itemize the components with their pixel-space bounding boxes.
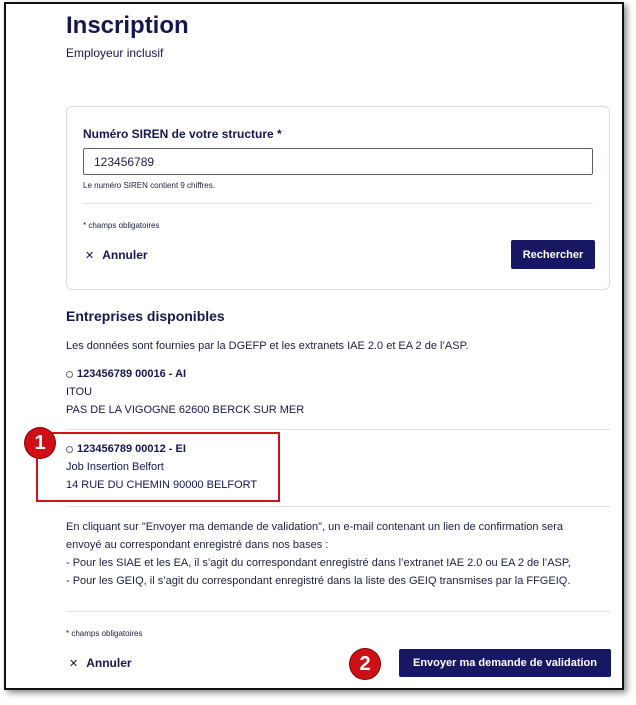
- companies-description: Les données sont fournies par la DGEFP et les extranets IAE 2.0 et EA 2 de l’ASP.: [66, 340, 469, 352]
- siren-hint: Le numéro SIREN contient 9 chiffres.: [83, 181, 215, 190]
- step-1-badge: 1: [25, 428, 55, 458]
- required-note: * champs obligatoires: [83, 221, 160, 230]
- siren-input[interactable]: [83, 148, 593, 175]
- close-icon: ✕: [85, 249, 95, 262]
- page-title: Inscription: [66, 12, 189, 39]
- list-divider: [66, 611, 611, 612]
- info-line: - Pour les SIAE et les EA, il s’agit du correspondant enregistré dans l’extranet IAE 2.0 ou EA 2 de l’ASP,: [66, 557, 571, 569]
- cancel-label: Annuler: [102, 248, 148, 262]
- cancel-label: Annuler: [86, 656, 132, 670]
- company-name: ITOU: [66, 386, 93, 398]
- company-siret: 123456789 00012 - EI: [77, 443, 186, 455]
- card-divider: [83, 203, 593, 204]
- search-button[interactable]: Rechercher: [511, 240, 595, 269]
- cancel-button[interactable]: [69, 656, 132, 670]
- info-line: En cliquant sur "Envoyer ma demande de validation", un e-mail contenant un lien de confirmation sera: [66, 521, 563, 533]
- company-address: 14 RUE DU CHEMIN 90000 BELFORT: [66, 479, 258, 491]
- screenshot-frame: [4, 2, 624, 690]
- company-siret: 123456789 00016 - AI: [77, 368, 187, 380]
- radio-icon[interactable]: [66, 371, 73, 378]
- company-name: Job Insertion Belfort: [66, 461, 164, 473]
- submit-validation-button[interactable]: Envoyer ma demande de validation: [399, 649, 611, 677]
- company-option[interactable]: [66, 365, 304, 419]
- close-icon: ✕: [69, 657, 79, 670]
- list-divider: [66, 429, 611, 430]
- info-line: envoyé au correspondant enregistré dans nos bases :: [66, 539, 329, 551]
- page-subtitle: Employeur inclusif: [66, 46, 164, 60]
- annotation-highlight-box: [36, 432, 280, 502]
- list-divider: [66, 506, 611, 507]
- required-note: * champs obligatoires: [66, 629, 143, 638]
- validation-info: [66, 518, 622, 590]
- companies-title: Entreprises disponibles: [66, 308, 225, 324]
- info-line: - Pour les GEIQ, il s’agit du correspondant enregistré dans la liste des GEIQ transmises par la FFGEIQ.: [66, 575, 571, 587]
- company-address: PAS DE LA VIGOGNE 62600 BERCK SUR MER: [66, 404, 305, 416]
- siren-search-card: [66, 106, 610, 290]
- cancel-button[interactable]: [85, 248, 148, 262]
- step-2-badge: 2: [350, 649, 380, 679]
- siren-label: Numéro SIREN de votre structure *: [83, 127, 282, 141]
